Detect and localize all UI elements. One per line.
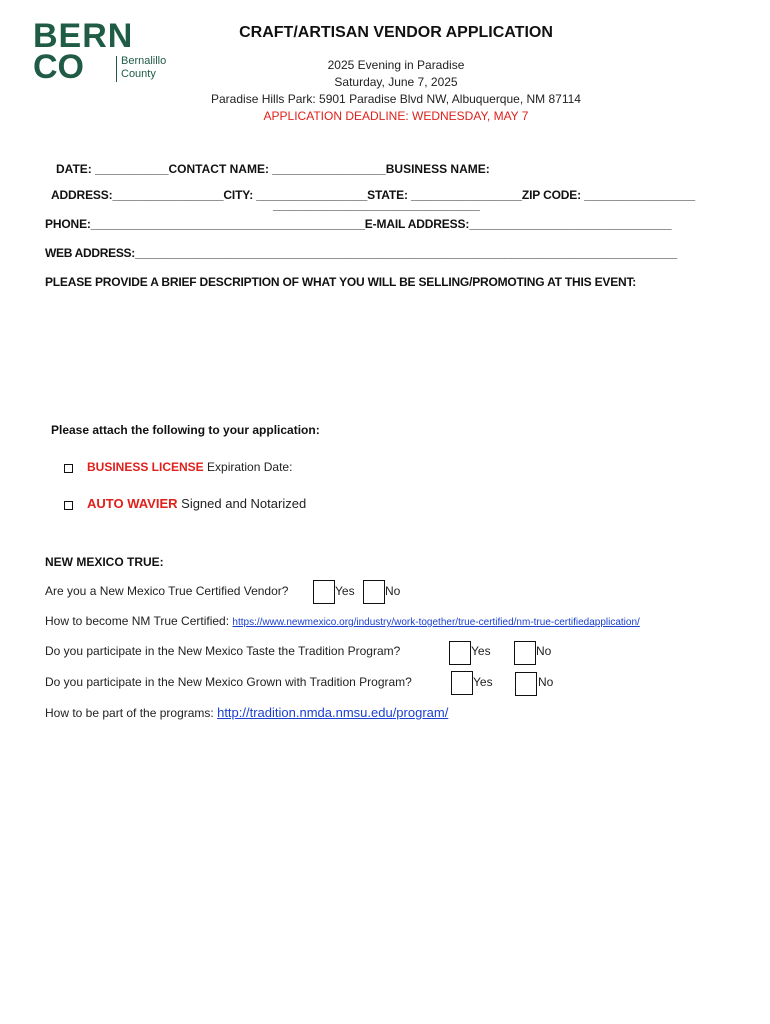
page-title: CRAFT/ARTISAN VENDOR APPLICATION [239,24,553,41]
attachment-item-label: BUSINESS LICENSE [87,460,204,474]
how-to-become-certified-label: How to become NM True Certified: [45,614,230,628]
label-no: No [536,644,552,658]
checkbox-nm-true-yes[interactable] [313,580,335,604]
logo-county-line2: County [121,68,156,80]
label-yes: Yes [471,644,491,658]
event-date: Saturday, June 7, 2025 [334,75,458,89]
application-deadline: APPLICATION DEADLINE: WEDNESDAY, MAY 7 [263,109,529,123]
logo-text-top: BERN [33,17,134,55]
label-no: No [538,675,554,689]
how-to-become-certified [45,614,640,628]
checkbox-nm-true-no[interactable] [363,580,385,604]
tradition-program-link[interactable]: http://tradition.nmda.nmsu.edu/program/ [217,705,449,720]
form-line-date-contact-business[interactable]: DATE: ___________CONTACT NAME: _________________BUSINESS NAME: [56,162,490,176]
event-location: Paradise Hills Park: 5901 Paradise Blvd NW, Albuquerque, NM 87114 [211,92,581,106]
checkbox-business-license[interactable] [64,464,73,473]
checkbox-grown-no[interactable] [515,672,537,696]
question-taste-the-tradition: Do you participate in the New Mexico Taste the Tradition Program? [45,644,401,658]
event-name: 2025 Evening in Paradise [327,58,465,72]
label-yes: Yes [473,675,493,689]
form-line-address-extra: _______________________________ [273,198,480,212]
checkbox-grown-yes[interactable] [451,671,473,695]
checkbox-auto-waiver[interactable] [64,501,73,510]
question-nm-true-certified: Are you a New Mexico True Certified Vendor? [45,584,289,598]
label-no: No [385,584,401,598]
how-to-be-part-label: How to be part of the programs: [45,706,214,720]
checkbox-taste-no[interactable] [514,641,536,665]
form-line-phone-email[interactable]: PHONE:__________________________________________E-MAIL ADDRESS:_______________________________ [45,217,672,231]
how-to-be-part [45,705,448,720]
label-yes: Yes [335,584,355,598]
logo-text-bottom: CO [33,48,84,86]
checkbox-taste-yes[interactable] [449,641,471,665]
attachment-item-detail: Expiration Date: [203,460,293,474]
attachments-heading: Please attach the following to your application: [51,423,320,437]
question-grown-with-tradition: Do you participate in the New Mexico Grown with Tradition Program? [45,675,412,689]
attachment-item-business-license [87,460,292,474]
nm-true-heading: NEW MEXICO TRUE: [45,555,164,569]
attachment-item-detail: Signed and Notarized [177,496,307,511]
attachment-item-label: AUTO WAVIER [87,496,178,511]
nm-true-certified-link[interactable]: https://www.newmexico.org/industry/work-together/true-certified/nm-true-certifiedapplication/ [232,617,640,628]
form-line-address[interactable]: ADDRESS:_________________CITY: _________________STATE: _________________ZIP CODE: _________________ [51,188,696,202]
form-line-web-address[interactable]: WEB ADDRESS:_____________________________________________________________________________________ [45,246,677,260]
logo-county-line1: Bernalillo [121,55,167,67]
attachment-item-auto-waiver [87,496,306,511]
form-line-description-prompt: PLEASE PROVIDE A BRIEF DESCRIPTION OF WHAT YOU WILL BE SELLING/PROMOTING AT THIS EVENT: [45,275,637,289]
